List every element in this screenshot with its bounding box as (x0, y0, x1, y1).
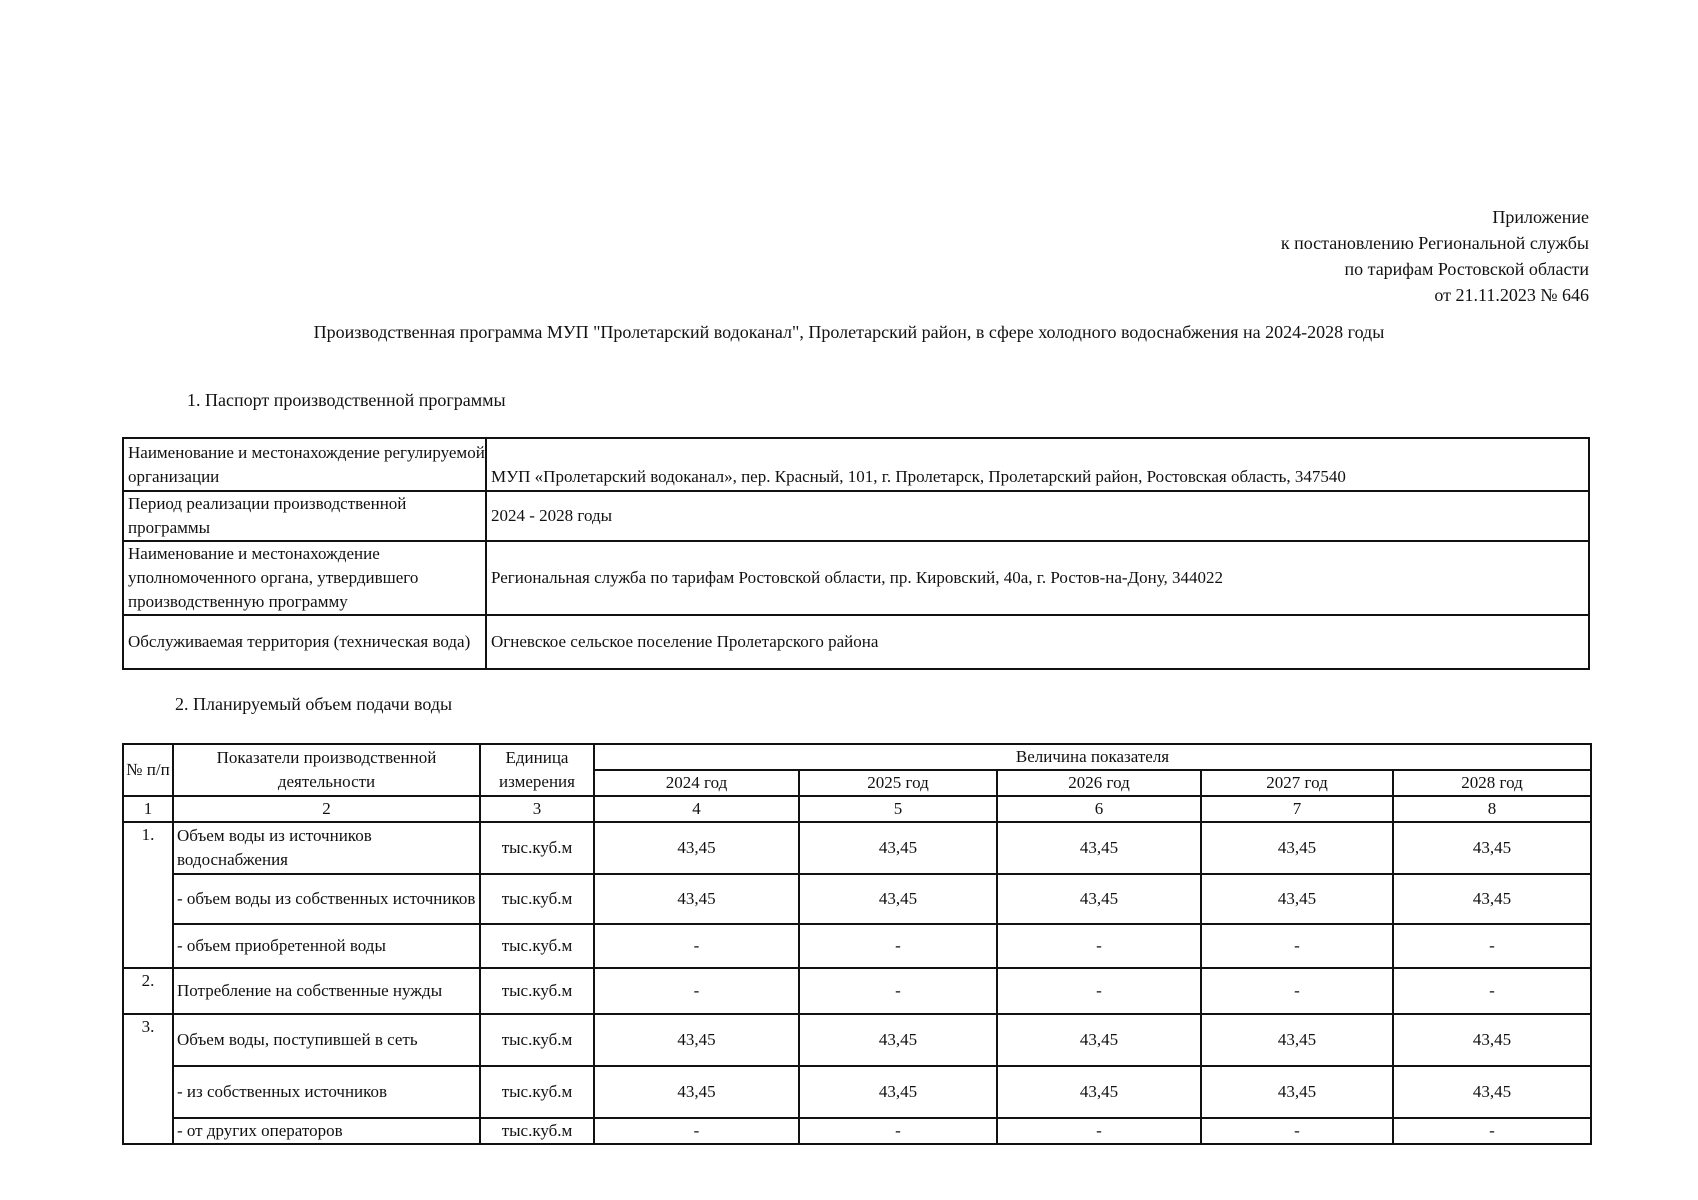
value-cell: 43,45 (594, 1014, 799, 1066)
value-cell: - (594, 968, 799, 1014)
value-cell: - (799, 924, 997, 968)
passport-value: Огневское сельское поселение Пролетарского района (486, 615, 1589, 669)
value-cell: 43,45 (594, 874, 799, 924)
value-cell: 43,45 (1393, 822, 1591, 874)
table-row (123, 1066, 1591, 1118)
header-num: № п/п (123, 744, 173, 796)
passport-value: Региональная служба по тарифам Ростовской области, пр. Кировский, 40а, г. Ростов-на-Дону, 344022 (486, 541, 1589, 615)
value-cell: - (1393, 924, 1591, 968)
column-number: 8 (1393, 796, 1591, 822)
column-number: 4 (594, 796, 799, 822)
header-year: 2024 год (594, 770, 799, 796)
table-row (123, 438, 1589, 491)
value-cell: 43,45 (1201, 1014, 1393, 1066)
header-year: 2028 год (1393, 770, 1591, 796)
appendix-line: Приложение (1492, 207, 1589, 227)
value-cell: - (1201, 924, 1393, 968)
passport-value: МУП «Пролетарский водоканал», пер. Красный, 101, г. Пролетарск, Пролетарский район, Ростовская область, 347540 (486, 438, 1589, 491)
table-row (123, 968, 1591, 1014)
indicator-name: Объем воды из источников водоснабжения (173, 822, 480, 874)
row-number: 1. (123, 822, 173, 968)
value-cell: - (594, 1118, 799, 1144)
passport-label: Наименование и местонахождение регулируемой организации (123, 438, 486, 491)
row-number: 2. (123, 968, 173, 1014)
unit-cell: тыс.куб.м (480, 1014, 594, 1066)
header-row (123, 744, 1591, 770)
indicator-name: - из собственных источников (173, 1066, 480, 1118)
value-cell: - (1393, 968, 1591, 1014)
column-number: 3 (480, 796, 594, 822)
value-cell: 43,45 (799, 1066, 997, 1118)
table-row (123, 822, 1591, 874)
column-number: 2 (173, 796, 480, 822)
indicator-name: Потребление на собственные нужды (173, 968, 480, 1014)
table-row (123, 541, 1589, 615)
appendix-line: по тарифам Ростовской области (1344, 259, 1589, 279)
value-cell: 43,45 (799, 1014, 997, 1066)
table-row (123, 924, 1591, 968)
appendix-header (1281, 204, 1589, 308)
passport-value: 2024 - 2028 годы (486, 491, 1589, 541)
value-cell: 43,45 (997, 822, 1201, 874)
header-year: 2026 год (997, 770, 1201, 796)
column-number: 1 (123, 796, 173, 822)
section-title-passport: 1. Паспорт производственной программы (187, 390, 506, 410)
value-cell: - (799, 968, 997, 1014)
table-row (123, 615, 1589, 669)
unit-cell: тыс.куб.м (480, 1118, 594, 1144)
passport-label: Обслуживаемая территория (техническая вода) (123, 615, 486, 669)
indicator-name: Объем воды, поступившей в сеть (173, 1014, 480, 1066)
value-cell: 43,45 (1201, 1066, 1393, 1118)
indicator-name: - объем приобретенной воды (173, 924, 480, 968)
value-cell: 43,45 (1201, 822, 1393, 874)
unit-cell: тыс.куб.м (480, 1066, 594, 1118)
indicator-name: - объем воды из собственных источников (173, 874, 480, 924)
header-value-group: Величина показателя (594, 744, 1591, 770)
unit-cell: тыс.куб.м (480, 924, 594, 968)
value-cell: 43,45 (594, 822, 799, 874)
header-unit: Единица измерения (480, 744, 594, 796)
value-cell: - (997, 924, 1201, 968)
table-row (123, 874, 1591, 924)
unit-cell: тыс.куб.м (480, 968, 594, 1014)
value-cell: - (799, 1118, 997, 1144)
appendix-line: от 21.11.2023 № 646 (1434, 285, 1589, 305)
document-title: Производственная программа МУП "Пролетарский водоканал", Пролетарский район, в сфере холодного водоснабжения на 2024-2028 годы (313, 322, 1385, 342)
water-volume-table (122, 743, 1592, 1145)
value-cell: - (1201, 968, 1393, 1014)
value-cell: 43,45 (594, 1066, 799, 1118)
indicator-name: - от других операторов (173, 1118, 480, 1144)
header-year: 2025 год (799, 770, 997, 796)
unit-cell: тыс.куб.м (480, 874, 594, 924)
value-cell: 43,45 (997, 1066, 1201, 1118)
column-number: 7 (1201, 796, 1393, 822)
value-cell: 43,45 (799, 822, 997, 874)
value-cell: 43,45 (997, 874, 1201, 924)
value-cell: 43,45 (1393, 874, 1591, 924)
value-cell: - (997, 968, 1201, 1014)
passport-label: Наименование и местонахождение уполномоченного органа, утвердившего производственную программу (123, 541, 486, 615)
table-row (123, 491, 1589, 541)
value-cell: 43,45 (1201, 874, 1393, 924)
passport-label: Период реализации производственной программы (123, 491, 486, 541)
section-title-volume: 2. Планируемый объем подачи воды (175, 694, 453, 714)
value-cell: 43,45 (997, 1014, 1201, 1066)
column-number: 6 (997, 796, 1201, 822)
value-cell: - (997, 1118, 1201, 1144)
value-cell: 43,45 (799, 874, 997, 924)
header-year: 2027 год (1201, 770, 1393, 796)
value-cell: - (1201, 1118, 1393, 1144)
column-number-row (123, 796, 1591, 822)
value-cell: - (594, 924, 799, 968)
table-row (123, 1118, 1591, 1144)
row-number: 3. (123, 1014, 173, 1144)
appendix-line: к постановлению Региональной службы (1280, 233, 1589, 253)
value-cell: 43,45 (1393, 1014, 1591, 1066)
header-indicator: Показатели производственной деятельности (173, 744, 480, 796)
passport-table (122, 437, 1590, 670)
table-row (123, 1014, 1591, 1066)
column-number: 5 (799, 796, 997, 822)
value-cell: - (1393, 1118, 1591, 1144)
unit-cell: тыс.куб.м (480, 822, 594, 874)
value-cell: 43,45 (1393, 1066, 1591, 1118)
